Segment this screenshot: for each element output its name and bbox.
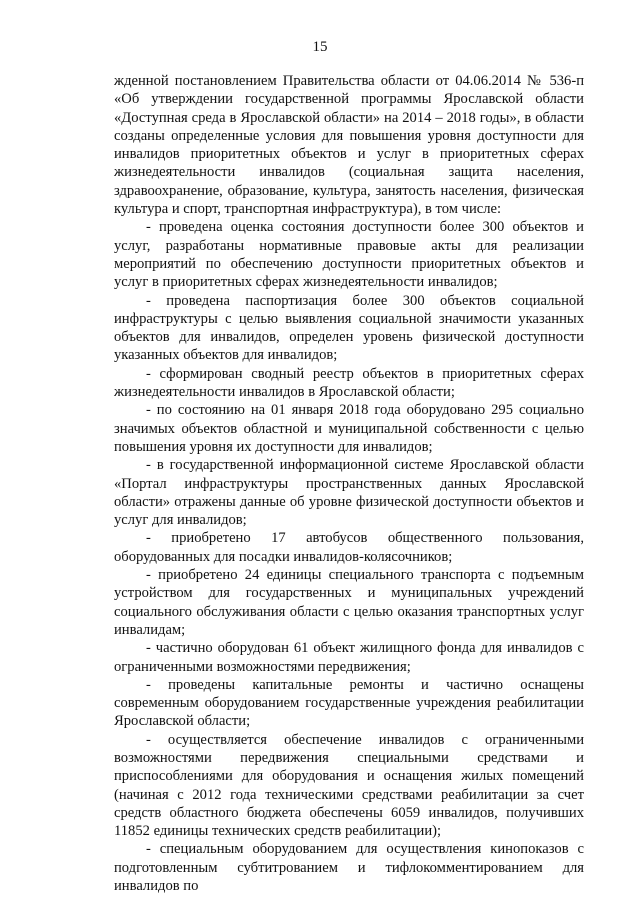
- document-body: [114, 72, 584, 895]
- list-item-rehabilitation-repairs: - проведены капитальные ремонты и частично оснащены современным оборудованием государственные учреждения реабилитации Ярославской области;: [114, 676, 584, 730]
- paragraph-intro: жденной постановлением Правительства области от 04.06.2014 № 536-п «Об утверждении государственной программы Ярославской области «Доступная среда в Ярославской области» на 2014 – 2018 годы», в области созданы определенные условия для повышения уровня доступности для инвалидов приоритетных объектов и услуг в приоритетных сферах жизнедеятельности инвалидов (социальная защита населения, здравоохранение, образование, культура, занятость населения, физическая культура и спорт, транспортная инфраструктура), в том числе:: [114, 73, 584, 218]
- list-item-special-transport: - приобретено 24 единицы специального транспорта с подъемным устройством для государственных и муниципальных учреждений социального обслуживания области с целью оказания транспортных услуг инвалидам;: [114, 567, 584, 638]
- list-item-portal: - в государственной информационной системе Ярославской области «Портал инфраструктуры пространственных данных Ярославской области» отражены данные об уровне физической доступности объектов и услуг для инвалидов;: [114, 457, 584, 529]
- page-number: 15: [312, 39, 328, 55]
- list-item-registry: - сформирован сводный реестр объектов в приоритетных сферах жизнедеятельности инвалидов в Ярославской области;: [114, 365, 584, 401]
- list-item-technical-means: - осуществляется обеспечение инвалидов с ограниченными возможностями передвижения специальными средствами и приспособлениями для оборудования и оснащения жилых помещений (начиная с 2012 года техническими средствами реабилитации за счет средств областного бюджета обеспечены 6059 инвалидов, получивших 11852 единицы технических средств реабилитации);: [114, 731, 584, 840]
- list-item-passportization: - проведена паспортизация более 300 объектов социальной инфраструктуры с целью выявления социальной значимости указанных объектов для инвалидов, определен уровень физической доступности указанных объектов для инвалидов;: [114, 292, 584, 364]
- list-item-cinema-equipment: - специальным оборудованием для осуществления кинопоказов с подготовленным субтитрованием и тифлокомментированием для инвалидов по: [114, 841, 584, 895]
- list-item-equipped-objects: - по состоянию на 01 января 2018 года оборудовано 295 социально значимых объектов областной и муниципальной собственности с целью повышения уровня их доступности для инвалидов;: [114, 402, 584, 455]
- list-item-buses: - приобретено 17 автобусов общественного пользования, оборудованных для посадки инвалидов-колясочников;: [114, 530, 584, 565]
- list-item-housing: - частично оборудован 61 объект жилищного фонда для инвалидов с ограниченными возможностями передвижения;: [114, 640, 584, 675]
- list-item-assessment: - проведена оценка состояния доступности более 300 объектов и услуг, разработаны нормативные правовые акты для реализации мероприятий по обеспечению доступности приоритетных объектов и услуг в приоритетных сферах жизнедеятельности инвалидов;: [114, 219, 584, 291]
